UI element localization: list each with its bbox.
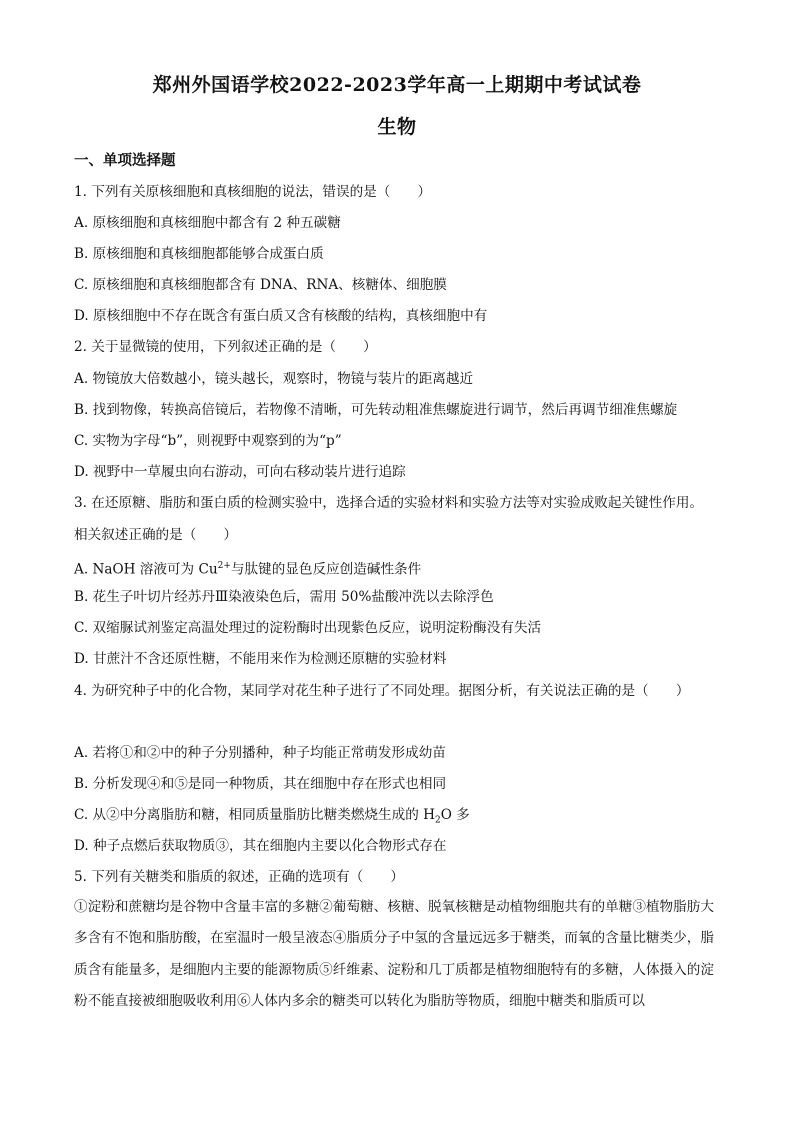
question-1-option-b: B. 原核细胞和真核细胞都能够合成蛋白质 [74, 246, 324, 262]
question-2-option-d: D. 视野中一草履虫向右游动，可向右移动装片进行追踪 [74, 464, 406, 480]
question-3-option-d: D. 甘蔗汁不含还原性糖，不能用来作为检测还原糖的实验材料 [74, 651, 447, 667]
question-1-stem: 1. 下列有关原核细胞和真核细胞的说法，错误的是（ ） [74, 184, 432, 200]
section-heading: 一、单项选择题 [74, 152, 176, 169]
question-5-stem: 5. 下列有关糖类和脂质的叙述，正确的选项有（ ） [74, 869, 404, 885]
question-1-option-a: A. 原核细胞和真核细胞中都含有 2 种五碳糖 [74, 215, 341, 231]
question-4-option-b: B. 分析发现④和⑤是同一种物质，其在细胞中存在形式也相同 [74, 776, 447, 792]
question-3-option-c: C. 双缩脲试剂鉴定高温处理过的淀粉酶时出现紫色反应，说明淀粉酶没有失活 [74, 620, 542, 636]
question-1-option-d: D. 原核细胞中不存在既含有蛋白质又含有核酸的结构，真核细胞中有 [74, 308, 488, 324]
exam-title: 郑州外国语学校2022-2023学年高一上期期中考试试卷 [152, 74, 642, 96]
question-3-option-a-text: A. NaOH 溶液可为 Cu [74, 561, 218, 578]
question-3-stem-line1: 3. 在还原糖、脂肪和蛋白质的检测实验中，选择合适的实验材料和实验方法等对实验成败起关键性作用。 [74, 495, 704, 511]
question-3-option-b: B. 花生子叶切片经苏丹Ⅲ染液染色后，需用 50%盐酸冲洗以去除浮色 [74, 589, 494, 605]
water-subscript: 2 [434, 815, 441, 826]
question-2-option-a: A. 物镜放大倍数越小，镜头越长，观察时，物镜与装片的距离越近 [74, 371, 474, 387]
question-2-option-b: B. 找到物像，转换高倍镜后，若物像不清晰，可先转动粗准焦螺旋进行调节，然后再调节细准焦螺旋 [74, 402, 678, 418]
question-5-body: ①淀粉和蔗糖均是谷物中含量丰富的多糖②葡萄糖、核糖、脱氧核糖是动植物细胞共有的单糖③植物脂肪大多含有不饱和脂肪酸，在室温时一般呈液态④脂质分子中氢的含量远远多于糖类，而氧的含量比糖类少，脂质含有能量多，是细胞内主要的能源物质⑤纤维素、淀粉和几丁质都是植物细胞特有的多糖，人体摄入的淀粉不能直接被细胞吸收利用⑥人体内多余的糖类可以转化为脂肪等物质，细胞中糖类和脂质可以 [74, 899, 714, 1010]
question-2-option-c: C. 实物为字母“b”，则视野中观察到的为“p” [74, 433, 342, 449]
question-2-stem: 2. 关于显微镜的使用，下列叙述正确的是（ ） [74, 339, 377, 355]
question-4-option-c-text-end: O 多 [440, 807, 470, 823]
question-4-option-d: D. 种子点燃后获取物质③，其在细胞内主要以化合物形式存在 [74, 838, 447, 854]
question-4-option-c-text: C. 从②中分离脂肪和糖，相同质量脂肪比糖类燃烧生成的 H [74, 807, 435, 823]
question-3-stem-line2: 相关叙述正确的是（ ） [74, 527, 238, 543]
question-4-option-a: A. 若将①和②中的种子分别播种，种子均能正常萌发形成幼苗 [74, 745, 446, 761]
question-3-option-a [74, 557, 421, 579]
question-4-option-c [74, 806, 470, 830]
question-1-option-c: C. 原核细胞和真核细胞都含有 DNA、RNA、核糖体、细胞膜 [74, 277, 447, 293]
copper-ion-charge: 2+ [217, 561, 231, 571]
subject-title: 生物 [377, 116, 417, 138]
question-4-stem: 4. 为研究种子中的化合物，某同学对花生种子进行了不同处理。据图分析，有关说法正确的是（ ） [74, 683, 690, 699]
question-3-option-a-text-end: 与肽键的显色反应创造碱性条件 [230, 561, 422, 578]
